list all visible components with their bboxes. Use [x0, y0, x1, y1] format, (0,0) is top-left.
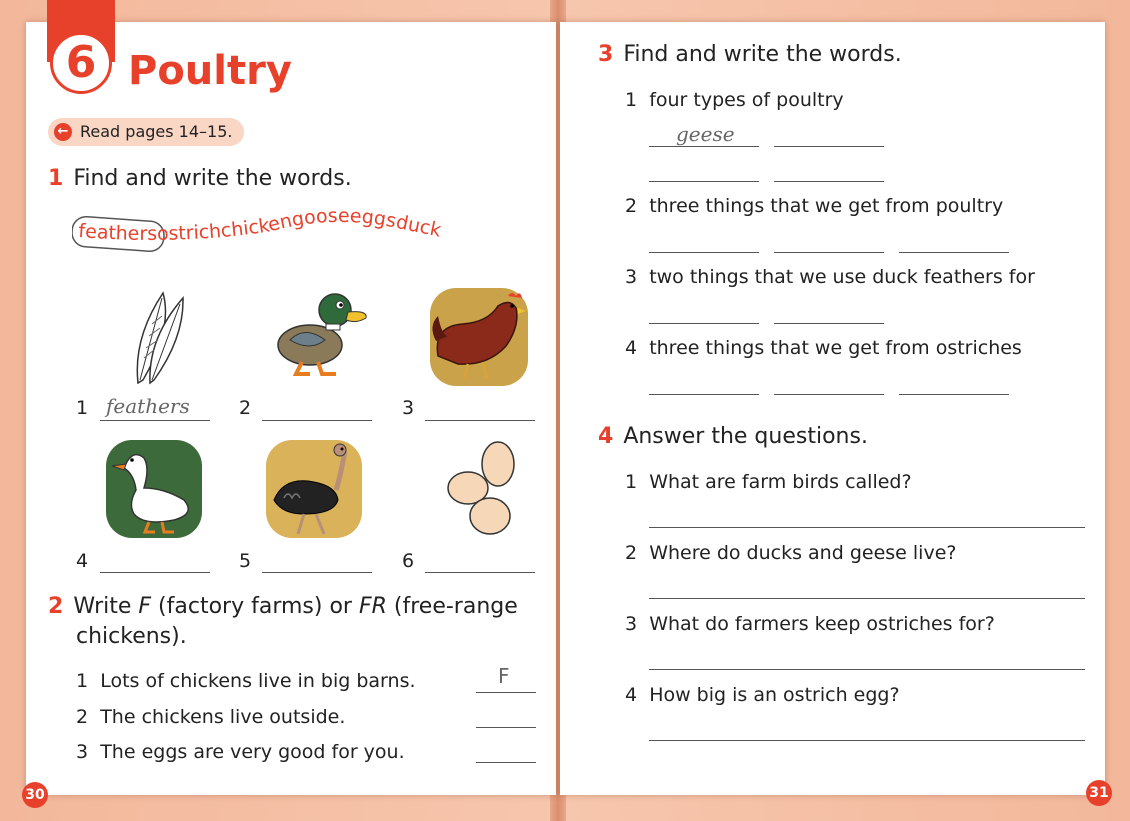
word-snake	[72, 205, 492, 265]
ex3-item-3-answer-field-1[interactable]	[649, 301, 759, 324]
ex4-item-4-answer-field[interactable]	[649, 718, 1085, 741]
ex3-item-1-answer-field-4[interactable]	[774, 159, 884, 182]
exercise-4-title: Answer the questions.	[623, 424, 868, 449]
ex3-item-4-answer-field-2[interactable]	[774, 372, 884, 395]
ex3-item-3-text: two things that we use duck feathers for	[649, 266, 1035, 288]
ex2-item-2-answer-field[interactable]	[476, 705, 536, 728]
ex1-item-4-answer-field[interactable]	[100, 550, 210, 573]
ex4-item-2-answer-field[interactable]	[649, 576, 1085, 599]
ex1-item-6-number: 6	[402, 550, 415, 572]
ex2-item-3-text: The eggs are very good for you.	[100, 741, 405, 763]
ex3-item-3-answer-field-2[interactable]	[774, 301, 884, 324]
ex4-item-3	[625, 613, 995, 635]
page-number-left: 30	[22, 782, 48, 808]
exercise-2-title-f: F	[138, 594, 152, 619]
ex1-item-5-answer-field[interactable]	[262, 550, 372, 573]
ex3-item-1-number: 1	[625, 89, 638, 111]
ex3-item-2	[625, 195, 1003, 217]
ex3-item-1-answer-field-3[interactable]	[649, 159, 759, 182]
ex2-item-3-answer-field[interactable]	[476, 740, 536, 763]
ex3-item-1-answer: geese	[676, 122, 735, 146]
ostrich-icon	[264, 438, 364, 540]
exercise-1-number: 1	[48, 166, 64, 191]
goose-icon	[104, 438, 204, 540]
exercise-2-title-fr: FR	[358, 594, 387, 619]
exercise-2-number: 2	[48, 594, 64, 619]
ex4-item-2-number: 2	[625, 542, 638, 564]
exercise-2-title-post: (free-range	[386, 594, 518, 619]
ex1-item-3-number: 3	[402, 397, 415, 419]
ex4-item-1	[625, 471, 912, 493]
ex2-item-2-text: The chickens live outside.	[100, 706, 346, 728]
exercise-2-title-mid: (factory farms) or	[151, 594, 359, 619]
chicken-icon	[428, 286, 530, 388]
page-number-right: 31	[1086, 780, 1112, 806]
exercise-2-heading	[48, 592, 528, 652]
ex3-item-2-number: 2	[625, 195, 638, 217]
ex2-item-1	[76, 670, 416, 692]
ex1-item-2-answer-field[interactable]	[262, 398, 372, 421]
ex2-item-3	[76, 741, 405, 763]
ex4-item-2-text: Where do ducks and geese live?	[649, 542, 957, 564]
ex3-item-1	[625, 89, 844, 111]
ex2-item-1-number: 1	[76, 670, 89, 692]
ex2-item-2	[76, 706, 345, 728]
ex4-item-1-number: 1	[625, 471, 638, 493]
exercise-4-heading	[598, 424, 868, 449]
exercise-2-title-line2: chickens).	[76, 624, 187, 649]
ex4-item-2	[625, 542, 956, 564]
exercise-3-heading	[598, 42, 902, 67]
ex3-item-1-text: four types of poultry	[649, 89, 844, 111]
exercise-3-title: Find and write the words.	[623, 42, 902, 67]
ex2-item-1-text: Lots of chickens live in big barns.	[100, 670, 416, 692]
ex3-item-2-answer-field-2[interactable]	[774, 230, 884, 253]
ex1-item-5-number: 5	[239, 550, 252, 572]
exercise-4-number: 4	[598, 424, 614, 449]
exercise-1-heading	[48, 166, 352, 191]
read-pages-pill	[48, 118, 244, 146]
ex3-item-2-answer-field-3[interactable]	[899, 230, 1009, 253]
ex4-item-3-number: 3	[625, 613, 638, 635]
ex3-item-4-text: three things that we get from ostriches	[649, 337, 1022, 359]
chapter-title: Poultry	[128, 48, 292, 94]
ex3-item-2-text: three things that we get from poultry	[649, 195, 1004, 217]
ex4-item-4-number: 4	[625, 684, 638, 706]
ex3-item-3-number: 3	[625, 266, 638, 288]
ex3-item-4-number: 4	[625, 337, 638, 359]
ex1-item-1-number: 1	[76, 397, 89, 419]
ex3-item-2-answer-field-1[interactable]	[649, 230, 759, 253]
ex1-item-3-answer-field[interactable]	[425, 398, 535, 421]
ex2-item-1-answer: F	[498, 664, 510, 688]
exercise-1-title: Find and write the words.	[73, 166, 352, 191]
ex1-item-2-number: 2	[239, 397, 252, 419]
feather-icon	[118, 288, 188, 386]
ex2-item-3-number: 3	[76, 741, 89, 763]
ex3-item-4	[625, 337, 1022, 359]
eggs-icon	[440, 440, 520, 540]
ex4-item-4	[625, 684, 900, 706]
duck-icon	[270, 290, 370, 380]
ex3-item-1-answer-field-2[interactable]	[774, 124, 884, 147]
chapter-number: 6	[50, 32, 112, 94]
ex4-item-1-text: What are farm birds called?	[649, 471, 912, 493]
word-snake-text: feathersostrichchickengooseeggsduck	[77, 205, 444, 245]
ex4-item-1-answer-field[interactable]	[649, 505, 1085, 528]
ex1-item-1-answer: feathers	[106, 394, 190, 418]
ex1-item-6-answer-field[interactable]	[425, 550, 535, 573]
ex2-item-2-number: 2	[76, 706, 89, 728]
ex3-item-4-answer-field-1[interactable]	[649, 372, 759, 395]
ex3-item-3	[625, 266, 1035, 288]
ex4-item-3-text: What do farmers keep ostriches for?	[649, 613, 995, 635]
ex3-item-4-answer-field-3[interactable]	[899, 372, 1009, 395]
read-pages-text: Read pages 14–15.	[80, 122, 233, 141]
ex4-item-3-answer-field[interactable]	[649, 647, 1085, 670]
exercise-3-number: 3	[598, 42, 614, 67]
ex4-item-4-text: How big is an ostrich egg?	[649, 684, 900, 706]
ex1-item-4-number: 4	[76, 550, 89, 572]
exercise-2-title-pre: Write	[73, 594, 139, 619]
arrow-left-icon: ←	[54, 123, 72, 141]
